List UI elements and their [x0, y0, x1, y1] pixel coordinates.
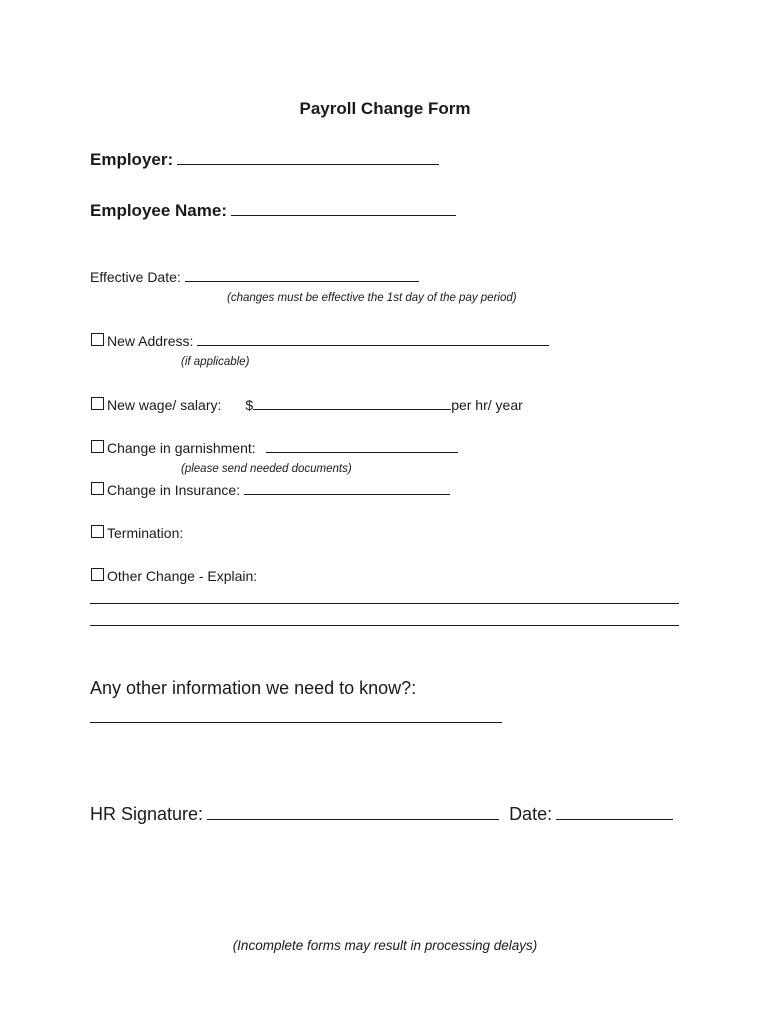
effective-date-label: Effective Date: [90, 269, 181, 285]
other-change-label: Other Change - Explain: [107, 568, 258, 584]
garnishment-note: (please send needed documents) [181, 463, 352, 475]
effective-date-field[interactable] [185, 280, 419, 282]
checkbox-icon[interactable] [91, 440, 104, 453]
employer-row [90, 150, 439, 170]
termination-row [91, 525, 183, 541]
insurance-field[interactable] [244, 493, 450, 495]
new-address-row [91, 333, 549, 349]
employer-label: Employer: [90, 150, 174, 169]
checkbox-icon[interactable] [91, 482, 104, 495]
other-info-label: Any other information we need to know?: [90, 678, 417, 698]
currency-symbol: $ [245, 397, 254, 413]
insurance-label: Change in Insurance: [107, 482, 241, 498]
other-change-line-1[interactable] [90, 603, 679, 604]
new-wage-field[interactable] [253, 408, 451, 410]
employee-name-field[interactable] [231, 214, 456, 216]
wage-unit: per hr/ year [451, 397, 523, 413]
checkbox-icon[interactable] [91, 525, 104, 538]
hr-signature-field[interactable] [207, 818, 499, 820]
other-change-row [91, 568, 257, 584]
garnishment-row [91, 440, 458, 456]
insurance-row [91, 482, 450, 498]
employee-name-row [90, 201, 456, 221]
effective-date-row [90, 269, 419, 285]
signature-row [90, 804, 673, 825]
checkbox-icon[interactable] [91, 568, 104, 581]
new-address-note: (if applicable) [181, 356, 250, 368]
hr-signature-label: HR Signature: [90, 804, 204, 824]
new-address-label: New Address: [107, 333, 194, 349]
termination-label: Termination: [107, 525, 184, 541]
checkbox-icon[interactable] [91, 333, 104, 346]
employer-field[interactable] [177, 163, 439, 165]
new-address-field[interactable] [197, 344, 549, 346]
date-field[interactable] [556, 818, 673, 820]
other-info-line[interactable] [90, 722, 502, 723]
employee-name-label: Employee Name: [90, 201, 227, 220]
checkbox-icon[interactable] [91, 397, 104, 410]
other-change-line-2[interactable] [90, 625, 679, 626]
garnishment-field[interactable] [266, 451, 458, 453]
effective-date-note: (changes must be effective the 1st day of the pay period) [227, 292, 517, 304]
footer-note: (Incomplete forms may result in processing delays) [232, 938, 538, 953]
garnishment-label: Change in garnishment: [107, 440, 256, 456]
page-title: Payroll Change Form [299, 99, 471, 118]
new-wage-label: New wage/ salary: [107, 397, 222, 413]
date-label: Date: [509, 804, 553, 824]
new-wage-row [91, 397, 523, 413]
